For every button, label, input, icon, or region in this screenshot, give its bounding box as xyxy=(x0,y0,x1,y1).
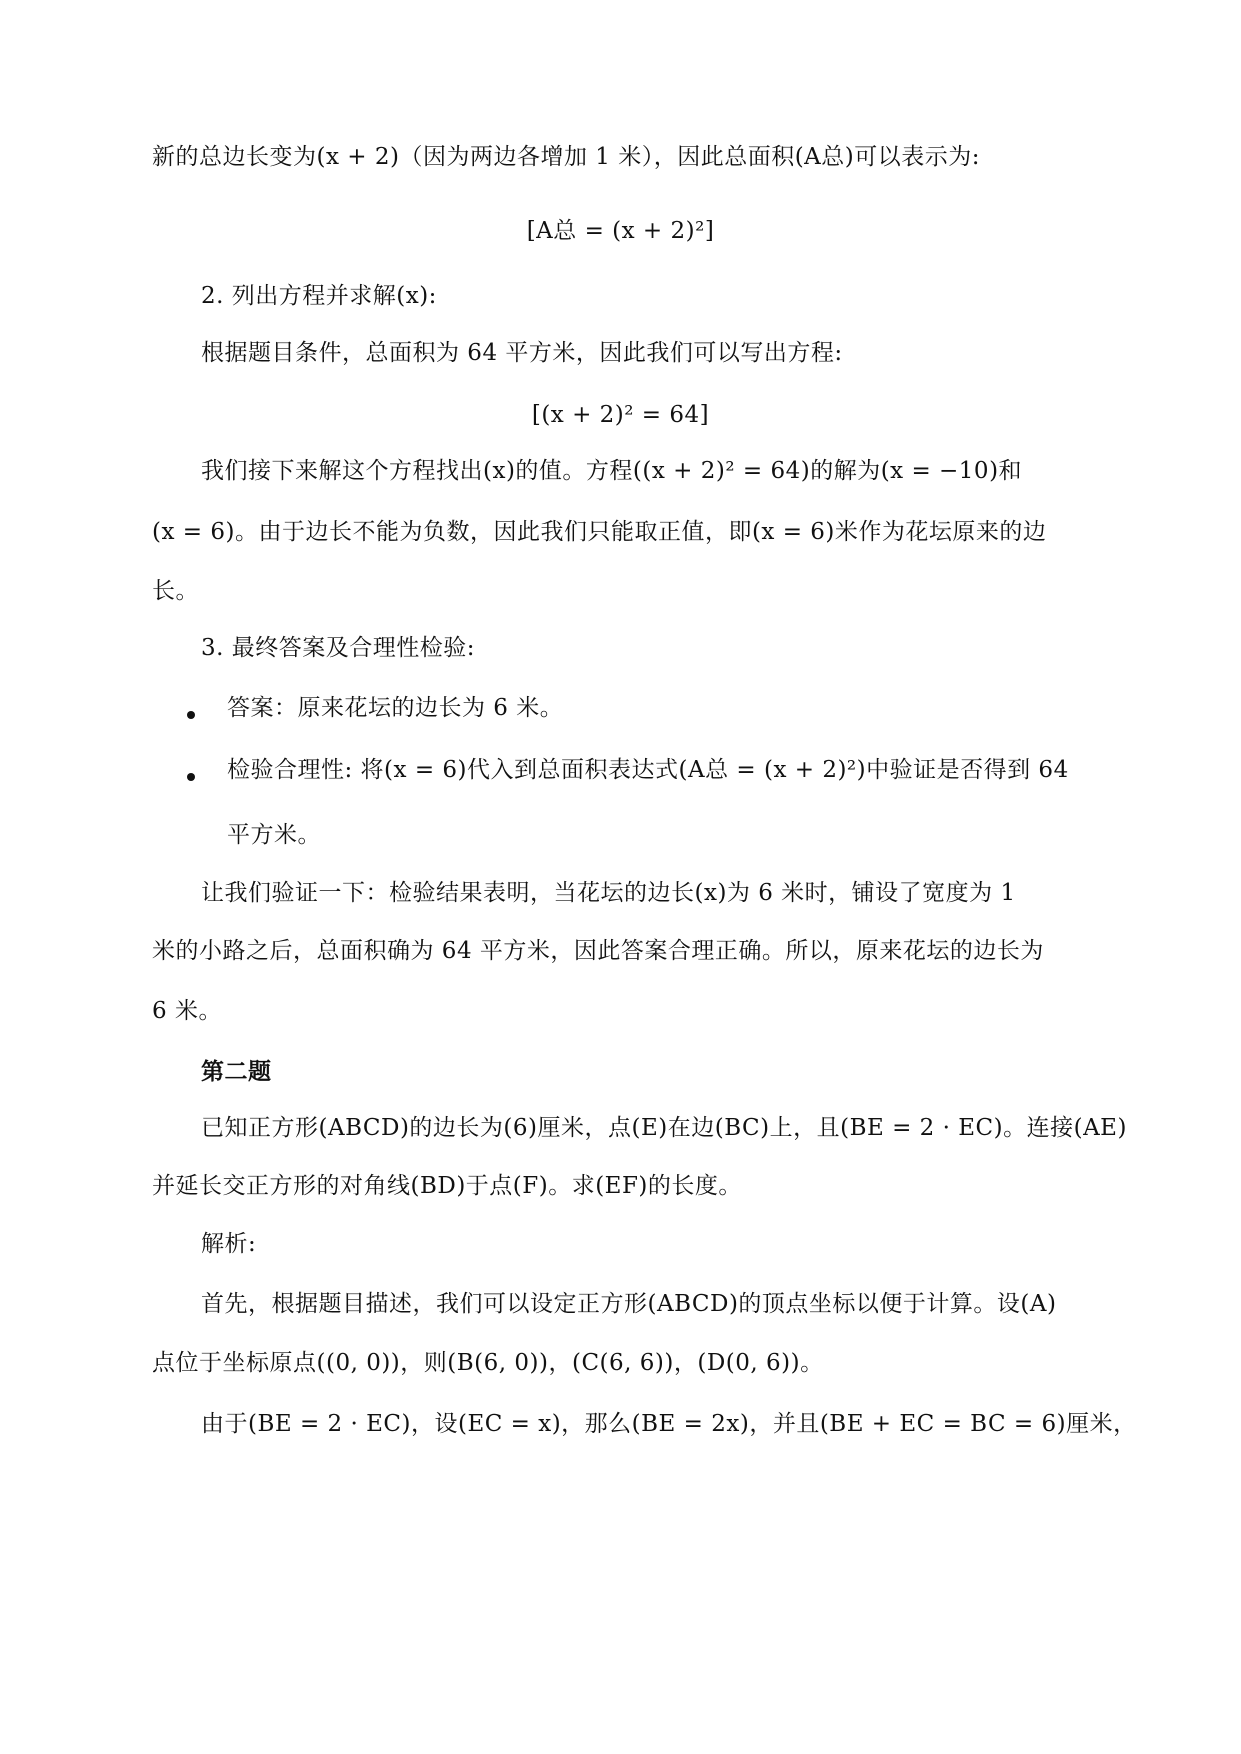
paragraph-line: 让我们验证一下：检验结果表明，当花坛的边长(x)为 6 米时，铺设了宽度为 1 xyxy=(201,880,1016,906)
paragraph-line: 首先，根据题目描述，我们可以设定正方形(ABCD)的顶点坐标以便于计算。设(A) xyxy=(201,1291,1057,1317)
paragraph-line: (x = 6)。由于边长不能为负数，因此我们只能取正值，即(x = 6)米作为花坛原来的边 xyxy=(152,519,1047,545)
paragraph-line: 点位于坐标原点((0, 0))，则(B(6, 0))，(C(6, 6))，(D(0, 6))。 xyxy=(152,1350,824,1376)
paragraph-line: 已知正方形(ABCD)的边长为(6)厘米，点(E)在边(BC)上，且(BE = 2 · EC)。连接(AE) xyxy=(201,1115,1127,1141)
step-heading-3: 3. 最终答案及合理性检验: xyxy=(201,635,476,661)
bullet-icon xyxy=(187,711,195,719)
paragraph-line: 新的总边长变为(x + 2)（因为两边各增加 1 米），因此总面积(A总)可以表示为: xyxy=(152,144,981,170)
paragraph-line: 并延长交正方形的对角线(BD)于点(F)。求(EF)的长度。 xyxy=(152,1173,742,1199)
bullet-icon xyxy=(187,773,195,781)
paragraph-line: 长。 xyxy=(152,578,199,604)
bullet-answer: 答案：原来花坛的边长为 6 米。 xyxy=(227,695,564,721)
bullet-check: 检验合理性: 将(x = 6)代入到总面积表达式(A总 = (x + 2)²)中验证是否得到 64 xyxy=(227,757,1069,783)
bullet-check-continued: 平方米。 xyxy=(227,822,321,848)
step-heading-2: 2. 列出方程并求解(x): xyxy=(201,283,437,309)
paragraph-line: 米的小路之后，总面积确为 64 平方米，因此答案合理正确。所以，原来花坛的边长为 xyxy=(152,938,1044,964)
paragraph-line: 6 米。 xyxy=(152,998,222,1024)
paragraph-line: 我们接下来解这个方程找出(x)的值。方程((x + 2)² = 64)的解为(x = −10)和 xyxy=(201,458,1023,484)
paragraph-line: 根据题目条件，总面积为 64 平方米，因此我们可以写出方程: xyxy=(201,340,843,366)
equation-total-area: [A总 = (x + 2)²] xyxy=(526,218,715,244)
section-heading-problem-2: 第二题 xyxy=(201,1058,272,1085)
analysis-label: 解析: xyxy=(201,1231,257,1257)
equation-area-64: [(x + 2)² = 64] xyxy=(531,402,710,428)
paragraph-line: 由于(BE = 2 · EC)，设(EC = x)，那么(BE = 2x)，并且(BE + EC = BC = 6)厘米， xyxy=(201,1411,1137,1437)
